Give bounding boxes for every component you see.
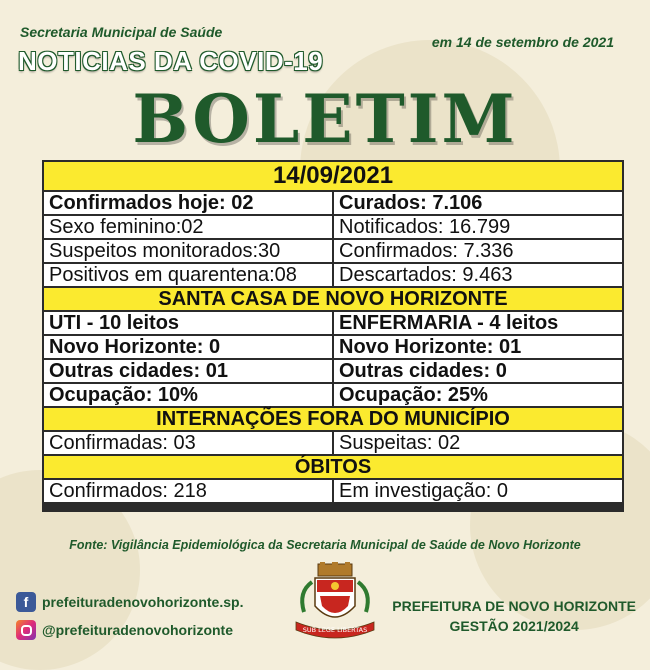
bulletin-table (42, 160, 624, 512)
coat-of-arms-motto: SUB LEGE LIBERTAS (302, 626, 368, 634)
uti-header-cell: UTI - 10 leitos (44, 312, 332, 334)
source-note: Fonte: Vigilância Epidemiológica da Secretaria Municipal de Saúde de Novo Horizonte (69, 538, 581, 552)
prefeitura-name: PREFEITURA DE NOVO HORIZONTE (392, 598, 636, 614)
stat-cell: Confirmados: 7.336 (334, 240, 622, 262)
table-row (44, 432, 622, 454)
instagram-handle[interactable]: @prefeituradenovohorizonte (42, 622, 233, 638)
prefeitura-block (392, 596, 636, 636)
internacoes-cell: Suspeitas: 02 (334, 432, 622, 454)
table-row (44, 240, 622, 262)
enfermaria-header-cell: ENFERMARIA - 4 leitos (334, 312, 622, 334)
table-row (44, 192, 622, 214)
obitos-section-header: ÓBITOS (44, 456, 622, 478)
internacoes-cell: Confirmadas: 03 (44, 432, 332, 454)
table-row (44, 480, 622, 502)
table-row (44, 264, 622, 286)
coat-of-arms (290, 562, 380, 642)
instagram-icon (16, 620, 36, 640)
stat-cell: Notificados: 16.799 (334, 216, 622, 238)
stat-cell: Suspeitos monitorados:30 (44, 240, 332, 262)
hospital-section-header: SANTA CASA DE NOVO HORIZONTE (44, 288, 622, 310)
internacoes-section-header: INTERNAÇÕES FORA DO MUNICÍPIO (44, 408, 622, 430)
stat-cell: Descartados: 9.463 (334, 264, 622, 286)
hospital-cell: Ocupação: 10% (44, 384, 332, 406)
hospital-cell: Outras cidades: 0 (334, 360, 622, 382)
table-date-header: 14/09/2021 (44, 162, 622, 190)
stat-cell: Curados: 7.106 (334, 192, 622, 214)
table-row (44, 312, 622, 334)
stat-cell: Positivos em quarentena:08 (44, 264, 332, 286)
obitos-cell: Em investigação: 0 (334, 480, 622, 502)
facebook-icon: f (16, 592, 36, 612)
stat-cell: Sexo feminino:02 (44, 216, 332, 238)
table-row (44, 360, 622, 382)
facebook-handle[interactable]: prefeituradenovohorizonte.sp. (42, 594, 244, 610)
hospital-cell: Novo Horizonte: 01 (334, 336, 622, 358)
stat-cell: Confirmados hoje: 02 (44, 192, 332, 214)
hospital-cell: Novo Horizonte: 0 (44, 336, 332, 358)
table-row (44, 336, 622, 358)
bulletin-date-label: em 14 de setembro de 2021 (431, 34, 614, 50)
table-row (44, 384, 622, 406)
hospital-cell: Ocupação: 25% (334, 384, 622, 406)
secretaria-label: Secretaria Municipal de Saúde (20, 24, 223, 40)
facebook-link[interactable] (16, 592, 243, 612)
hospital-cell: Outras cidades: 01 (44, 360, 332, 382)
noticias-title: NOTICIAS DA COVID-19 (18, 46, 324, 76)
instagram-link[interactable] (16, 620, 233, 640)
boletim-title: BOLETIM (132, 80, 518, 158)
table-row (44, 216, 622, 238)
gestao-label: GESTÃO 2021/2024 (449, 618, 579, 634)
obitos-cell: Confirmados: 218 (44, 480, 332, 502)
